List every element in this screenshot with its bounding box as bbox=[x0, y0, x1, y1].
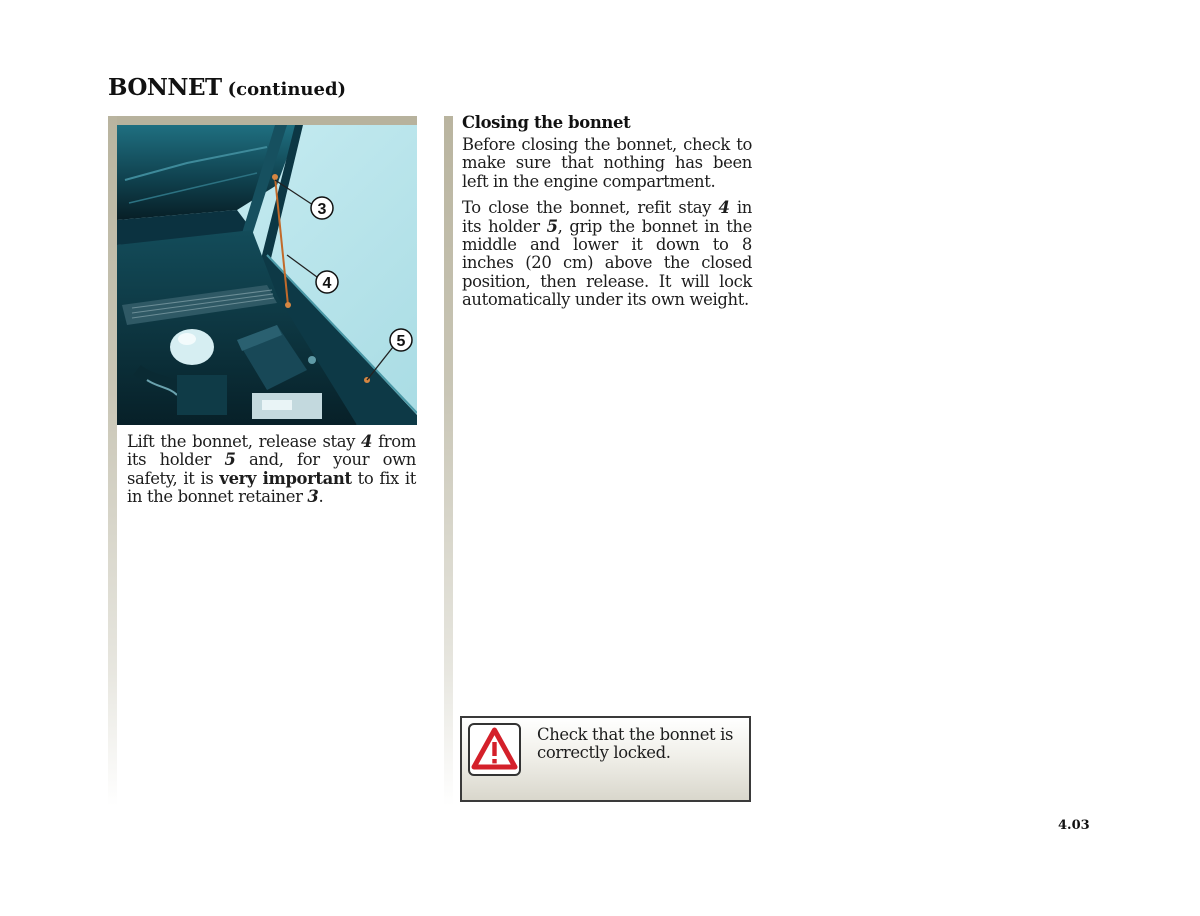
paragraph-text: To close the bonnet, refit stay bbox=[462, 198, 719, 218]
paragraph-ref-holder: 5 bbox=[546, 216, 558, 236]
caption-ref-holder: 5 bbox=[224, 450, 236, 470]
left-column-bar bbox=[108, 116, 117, 806]
caption-text: Lift the bonnet, release stay bbox=[127, 432, 362, 451]
caption-emphasis: very important bbox=[219, 468, 352, 488]
paragraph-ref-stay: 4 bbox=[718, 198, 730, 218]
paragraph-text: in its holder bbox=[462, 198, 752, 236]
callout-3 bbox=[311, 197, 333, 219]
figure-caption bbox=[127, 433, 416, 507]
callout-3-label: 3 bbox=[317, 201, 327, 218]
title-continued: (continued) bbox=[227, 79, 347, 100]
callout-5 bbox=[390, 329, 412, 351]
callout-4 bbox=[316, 271, 338, 293]
title-main: BONNET bbox=[108, 74, 222, 101]
right-column-bar bbox=[444, 116, 453, 806]
caption-text: to fix it in the bonnet retainer bbox=[127, 468, 417, 507]
closing-paragraph-1: Before closing the bonnet, check to make sure that nothing has been left in the engine compartment. bbox=[462, 135, 752, 191]
caption-text: from its holder bbox=[127, 432, 416, 470]
callout-4-label: 4 bbox=[322, 275, 332, 292]
page-number: 4.03 bbox=[1058, 818, 1090, 833]
left-column-top-rule bbox=[108, 116, 417, 125]
warning-text: Check that the bonnet is correctly locked. bbox=[537, 725, 734, 763]
callout-5-label: 5 bbox=[396, 333, 406, 350]
caption-ref-stay: 4 bbox=[361, 432, 373, 451]
caption-text: and, for your own safety, it is bbox=[127, 450, 416, 488]
section-heading: Closing the bonnet bbox=[462, 113, 631, 132]
paragraph-text: , grip the bonnet in the middle and lower it down to 8 inches (20 cm) above the closed position, then release. It will lock automatically under its own weight. bbox=[462, 216, 752, 310]
engine-bay-photo bbox=[117, 125, 417, 425]
page-title bbox=[108, 74, 346, 101]
closing-paragraph-2 bbox=[462, 199, 752, 309]
warning-triangle-icon bbox=[468, 723, 521, 776]
caption-text: . bbox=[318, 487, 324, 507]
warning-box bbox=[460, 716, 751, 802]
closing-section bbox=[462, 113, 752, 318]
caption-ref-retainer: 3 bbox=[307, 487, 319, 507]
